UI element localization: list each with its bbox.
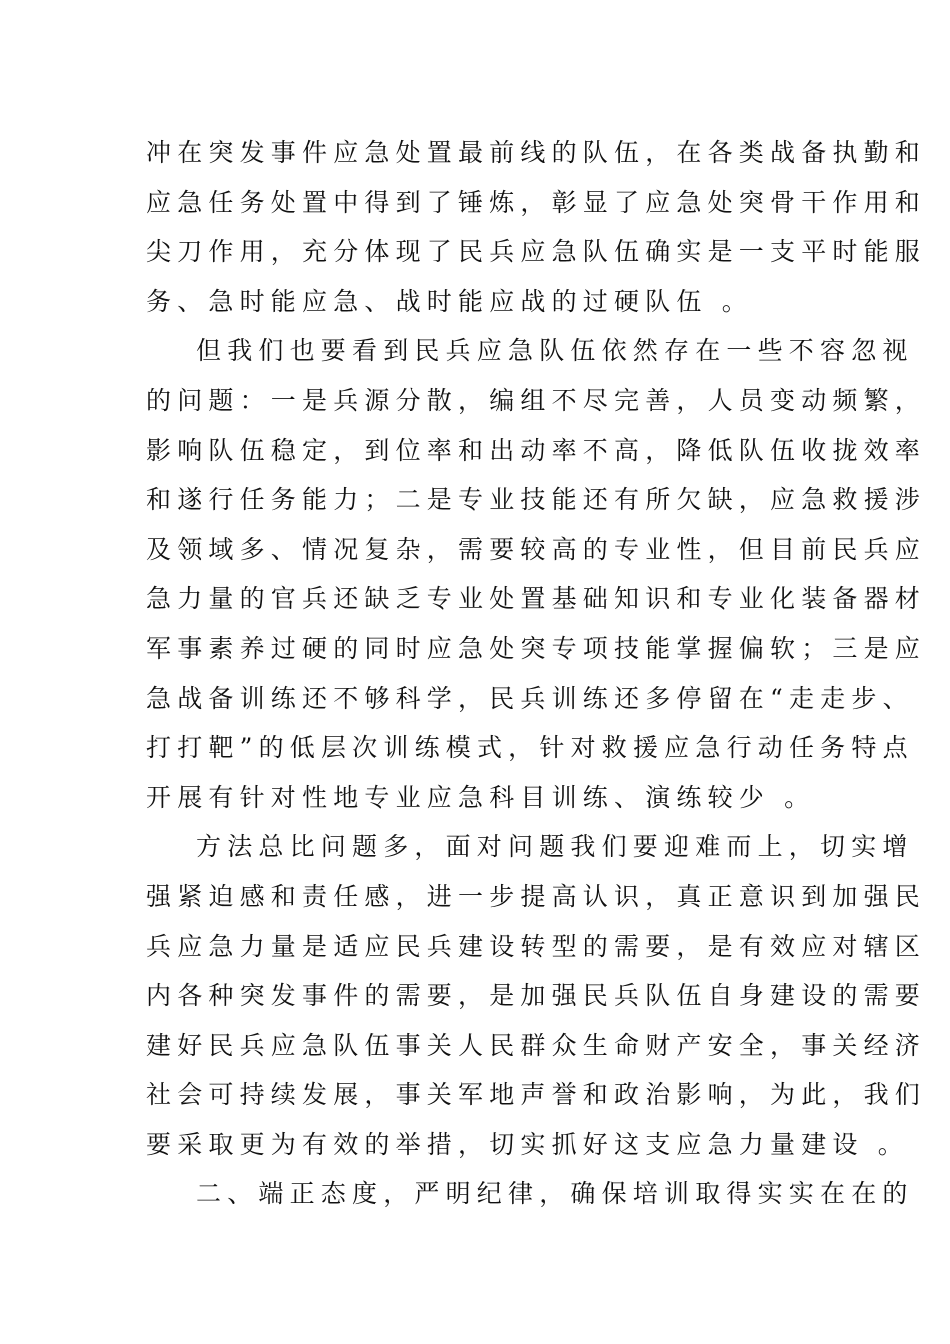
text-line: 军事素养过硬的同时应急处突专项技能掌握偏软；三是应 <box>146 633 927 663</box>
text-line: 要采取更为有效的举措，切实抓好这支应急力量建设 。 <box>146 1129 909 1159</box>
text-line: 应急任务处置中得到了锤炼，彰显了应急处突骨干作用和 <box>146 187 927 217</box>
text-line: 兵应急力量是适应民兵建设转型的需要，是有效应对辖区 <box>146 931 927 961</box>
text-line: 打打靶”的低层次训练模式，针对救援应急行动任务特点 <box>146 733 914 763</box>
text-line: 的问题：一是兵源分散，编组不尽完善，人员变动频繁， <box>146 385 927 415</box>
text-line: 务、急时能应急、战时能应战的过硬队伍 。 <box>146 286 753 316</box>
text-line: 开展有针对性地专业应急科目训练、演练较少 。 <box>146 782 816 812</box>
text-line: 及领域多、情况复杂，需要较高的专业性，但目前民兵应 <box>146 534 927 564</box>
text-line: 内各种突发事件的需要，是加强民兵队伍自身建设的需要 <box>146 981 927 1011</box>
text-line: 建好民兵应急队伍事关人民群众生命财产安全，事关经济 <box>146 1030 927 1060</box>
text-line: 二、端正态度，严明纪律，确保培训取得实实在在的 <box>196 1179 914 1209</box>
text-line: 但我们也要看到民兵应急队伍依然存在一些不容忽视 <box>196 336 914 366</box>
text-line: 影响队伍稳定，到位率和出动率不高，降低队伍收拢效率 <box>146 435 927 465</box>
text-line: 社会可持续发展，事关军地声誉和政治影响，为此，我们 <box>146 1080 927 1110</box>
text-line: 强紧迫感和责任感，进一步提高认识，真正意识到加强民 <box>146 881 927 911</box>
text-line: 冲在突发事件应急处置最前线的队伍，在各类战备执勤和 <box>146 138 927 167</box>
body-text <box>146 128 927 1219</box>
text-line: 方法总比问题多，面对问题我们要迎难而上，切实增 <box>196 832 914 862</box>
text-line: 和遂行任务能力；二是专业技能还有所欠缺，应急救援涉 <box>146 485 927 515</box>
text-line: 尖刀作用，充分体现了民兵应急队伍确实是一支平时能服 <box>146 237 927 267</box>
text-line: 急力量的官兵还缺乏专业处置基础知识和专业化装备器材 <box>146 584 927 614</box>
text-line: 急战备训练还不够科学，民兵训练还多停留在“走走步、 <box>146 683 914 713</box>
